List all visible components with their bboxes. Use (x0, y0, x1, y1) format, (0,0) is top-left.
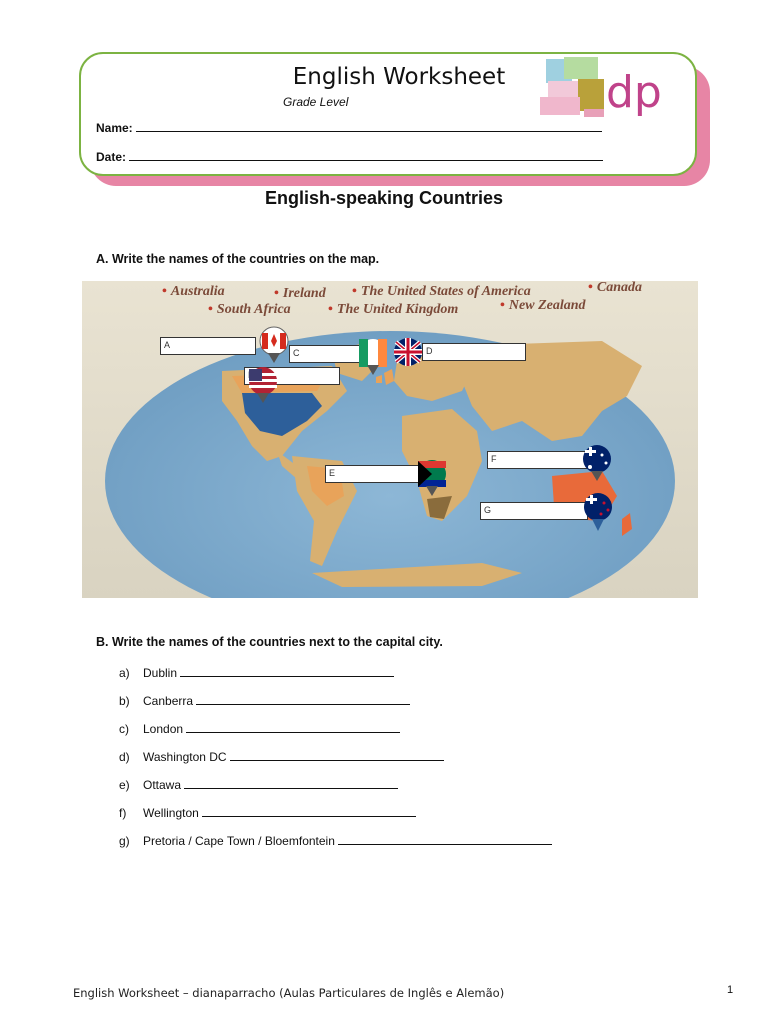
list-item: a) Dublin (119, 665, 394, 680)
world-map (82, 281, 698, 598)
map-answer-g[interactable]: G (480, 502, 588, 520)
list-item: g) Pretoria / Cape Town / Bloemfontein (119, 833, 552, 848)
map-answer-c[interactable]: C (289, 345, 375, 363)
answer-line[interactable] (202, 805, 416, 817)
date-line[interactable] (129, 149, 603, 161)
south-africa-flag-pin (418, 460, 446, 496)
date-row (96, 149, 603, 164)
map-answer-a[interactable]: A (160, 337, 256, 355)
list-item: d) Washington DC (119, 749, 444, 764)
uk-flag-pin (394, 338, 422, 366)
section-a-prompt: A. Write the names of the countries on the map. (96, 252, 380, 266)
canada-flag-pin (260, 327, 288, 363)
map-answer-d[interactable]: D (422, 343, 526, 361)
answer-line[interactable] (230, 749, 444, 761)
page-number: 1 (727, 984, 734, 996)
usa-flag-pin (249, 367, 277, 403)
wordbank-new-zealand: • New Zealand (500, 298, 586, 313)
worksheet-title: English-speaking Countries (264, 188, 504, 208)
answer-line[interactable] (180, 665, 394, 677)
list-item: c) London (119, 721, 400, 736)
new-zealand-flag-pin (584, 493, 612, 531)
list-item: f) Wellington (119, 805, 416, 820)
name-label: Name: (96, 121, 133, 135)
ireland-flag-pin (359, 339, 387, 375)
grade-level: Grade Level (283, 95, 349, 109)
answer-line[interactable] (196, 693, 410, 705)
map-answer-f[interactable]: F (487, 451, 589, 469)
answer-line[interactable] (186, 721, 400, 733)
answer-line[interactable] (338, 833, 552, 845)
list-item: b) Canberra (119, 693, 410, 708)
name-row (96, 120, 602, 135)
wordbank-uk: • The United Kingdom (328, 302, 459, 317)
name-line[interactable] (136, 120, 602, 132)
date-label: Date: (96, 150, 127, 164)
wordbank-usa: • The United States of America (352, 284, 531, 299)
list-item: e) Ottawa (119, 777, 398, 792)
wordbank-south-africa: • South Africa (208, 302, 291, 317)
wordbank-canada: • Canada (588, 281, 643, 295)
map-answer-e[interactable]: E (325, 465, 421, 483)
logo-text: dp (606, 67, 662, 118)
logo (540, 55, 680, 123)
answer-line[interactable] (184, 777, 398, 789)
header-title: English Worksheet (292, 64, 506, 90)
australia-flag-pin (583, 445, 611, 481)
section-b-prompt: B. Write the names of the countries next to the capital city. (96, 635, 443, 649)
wordbank-australia: • Australia (162, 284, 225, 299)
wordbank-ireland: • Ireland (274, 286, 326, 301)
footer-text: English Worksheet – dianaparracho (Aulas Particulares de Inglês e Alemão) (73, 986, 505, 1000)
